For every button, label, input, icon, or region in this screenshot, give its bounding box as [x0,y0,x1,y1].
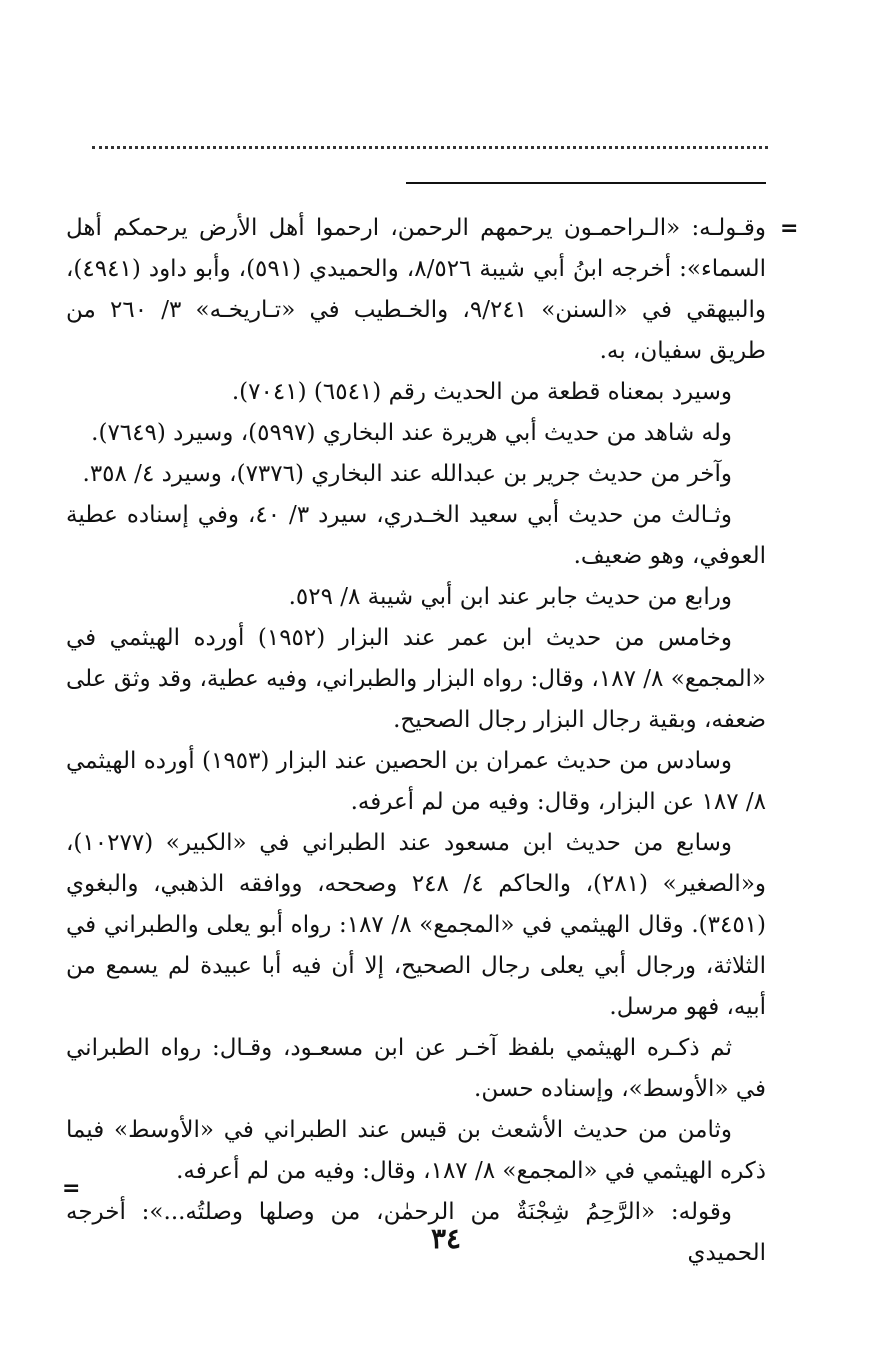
footnote-paragraph: وآخر من حديث جرير بن عبدالله عند البخاري (٧٣٧٦)، وسيرد ٤/ ٣٥٨. [82,461,732,487]
footnote-paragraph: وله شاهد من حديث أبي هريرة عند البخاري (٥٩٩٧)، وسيرد (٧٦٤٩). [91,420,732,446]
footnote-paragraph: وقوله: «الرَّحِمُ شِجْنَةٌ من الرحمٰن، من وصلها وصلتُه...»: أخرجه الحميدي [66,1199,766,1266]
footnote-paragraph: وسيرد بمعناه قطعة من الحديث رقم (٦٥٤١) (٧٠٤١). [231,379,732,405]
footnote-paragraph: وقـولـه: «الـراحمـون يرحمهم الرحمن، ارحموا أهل الأرض يرحمكم أهل السماء»: أخرجه ابنُ أبي شيبة ٨/٥٢٦، والحميدي (٥٩١)، وأبو داود (٤٩٤١)، والبيهقي في «السنن» ٩/٢٤١، والخـطيب في «تـاريخـه» ٣/ ٢٦٠ من طريق سفيان، به. [66,215,767,364]
footnote-paragraph: وخامس من حديث ابن عمر عند البزار (١٩٥٢) أورده الهيثمي في «المجمع» ٨/ ١٨٧، وقال: رواه البزار والطبراني، وفيه عطية، وقد وثق على ضعفه، وبقية رجال البزار رجال الصحيح. [66,625,766,733]
footnote-text [66,208,766,1274]
footnote-paragraph: وسابع من حديث ابن مسعود عند الطبراني في «الكبير» (١٠٢٧٧)، و«الصغير» (٢٨١)، والحاكم ٤/ ٢٤٨ وصححه، ووافقه الذهبي، والبغوي (٣٤٥١). وقال الهيثمي في «المجمع» ٨/ ١٨٧: رواه أبو يعلى والطبراني في الثلاثة، ورجال أبي يعلى رجال الصحيح، إلا أن فيه أبا عبيدة لم يسمع من أبيه، فهو مرسل. [66,830,767,1020]
dotted-separator [92,146,768,149]
page-number: ٣٤ [430,1222,462,1255]
footnote-paragraph: وثامن من حديث الأشعث بن قيس عند الطبراني في «الأوسط» فيما ذكره الهيثمي في «المجمع» ٨/ ١٨٧، وقال: وفيه من لم أعرفه. [66,1117,766,1184]
footnote-paragraph: ثم ذكـره الهيثمي بلفظ آخـر عن ابن مسعـود، وقـال: رواه الطبراني في «الأوسط»، وإسناده حسن. [66,1035,766,1102]
continuation-marker-top: = [780,216,799,241]
footnote-paragraph: وسادس من حديث عمران بن الحصين عند البزار (١٩٥٣) أورده الهيثمي ٨/ ١٨٧ عن البزار، وقال: وفيه من لم أعرفه. [66,748,766,815]
footnote-paragraph: ورابع من حديث جابر عند ابن أبي شيبة ٨/ ٥٢٩. [288,584,732,610]
continuation-marker-bottom: = [62,1176,81,1201]
footnote-rule [406,182,766,184]
footnote-paragraph: وثـالث من حديث أبي سعيد الخـدري، سيرد ٣/ ٤٠، وفي إسناده عطية العوفي، وهو ضعيف. [66,502,766,569]
